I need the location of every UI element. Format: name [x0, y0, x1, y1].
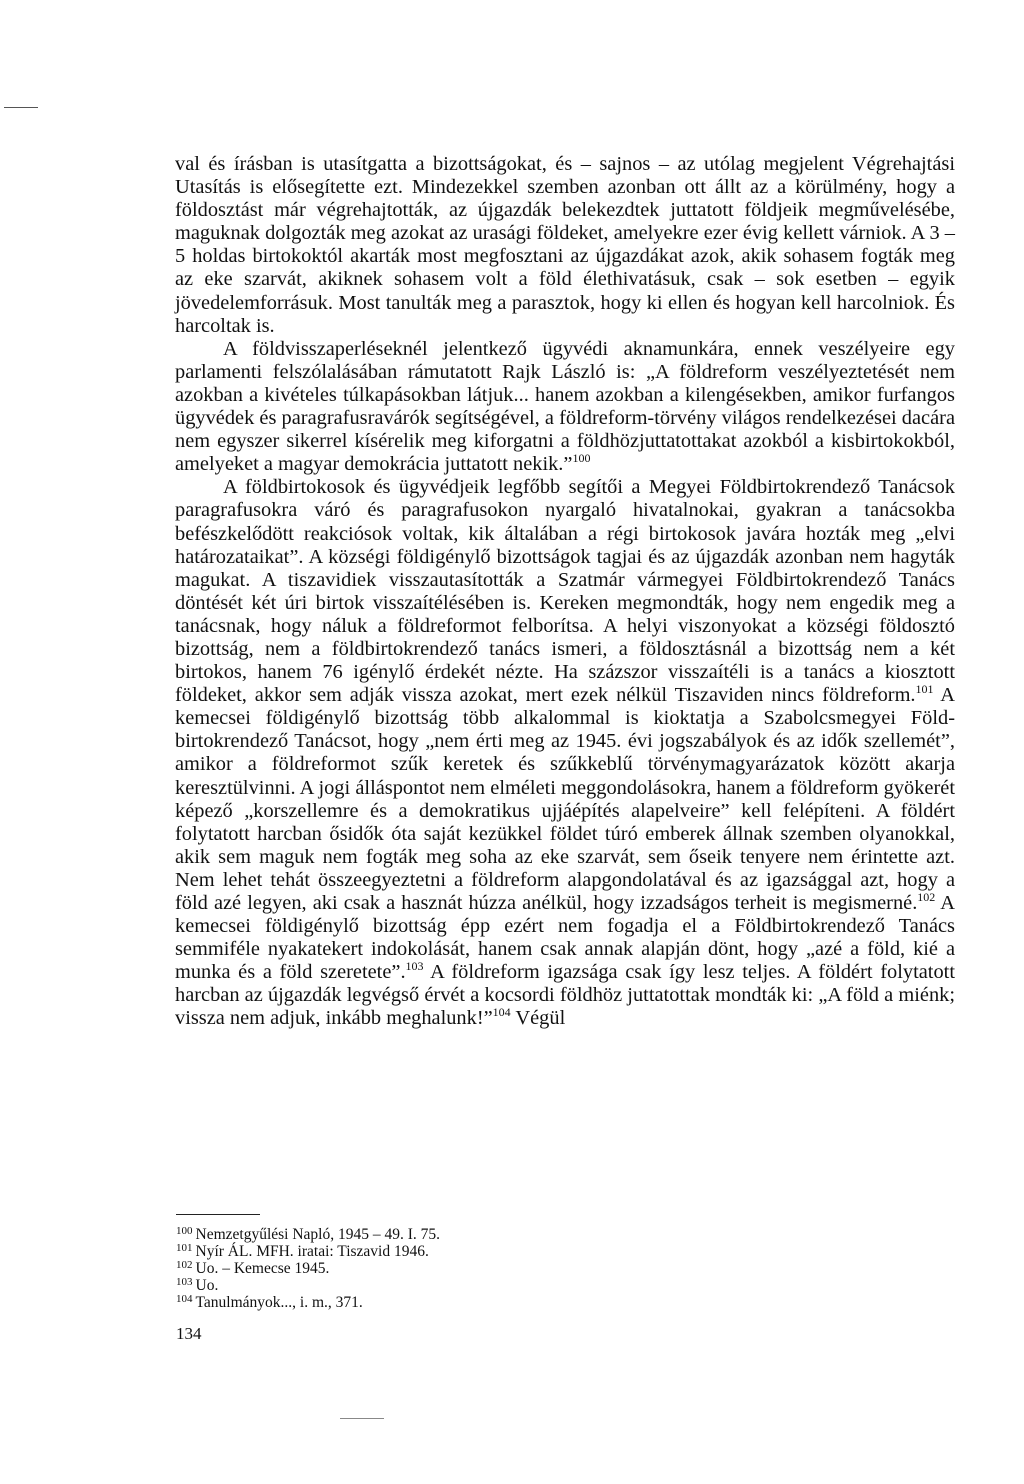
paragraph-text: A földbirtokosok és ügyvédjeik legfőbb segítői a Megyei Földbirtokrendező Tanácsok paragrafusokra váró és paragrafusokon nyargaló hivatalnokai, gyakran a tanácsokba befészkelődött reakciósok voltak, kik általában a régi birtokosok javára hozták meg „elvi határozataikat”. A községi földigénylő bizottságok tagjai és az újgazdák azonban nem hagyták magukat. A tiszavidiek visszautasították a Szatmár vármegyei Földbirtokrendező Tanács döntését két úri birtok visszaítélésében is. Kereken megmondták, hogy nem engedik meg a tanácsnak, hogy náluk a földreformot felborítsa. A helyi viszonyokat a községi földosztó bizottság, nem a földbirtokrendező tanács ismeri, a földosztásnál a bizottság nem a két birtokos, hanem 76 igénylő érdekét nézte. Ha százszor visszaítéli is a tanács a kiosztott földeket, akkor sem adják vissza azokat, mert ezek nélkül Tiszaviden nincs földreform. — [175, 476, 955, 707]
paragraph-text: A földreform igazsága csak így lesz teljes. A földért folytatott harcban az újgazdák legvégső érvét a kocsordi földhöz juttatottak mondták ki: „A föld a miénk; vissza nem adjuk, inkább meghalunk!” — [175, 961, 955, 1030]
footnote-reference: 104 — [492, 1005, 511, 1020]
paragraph-text: val és írásban is utasítgatta a bizottságokat, és – sajnos – az utólag megjelent Végrehajtási Utasítás is elősegítette ezt. Mindezekkel szemben azonban ott állt az a körülmény, hogy a földosztást már végrehajtották, az újgazdák belekezdtek juttatott földjeik megművelésébe, maguknak dolgozták meg azokat az urasági földeket, amelyekre ezer évig kellett várniok. A 3 – 5 holdas birtokoktól akarták most megfosztani az újgazdákat azok, akik sohasem fogták meg az eke szarvát, akiknek sohasem volt a föld élethivatásuk, csak – sok esetben – egyik jövedelemforrásuk. Most tanulták meg a parasztok, hogy ki ellen és hogyan kell harcolniok. És harcoltak is. — [175, 153, 955, 337]
paragraph — [175, 153, 955, 338]
footnotes — [176, 1226, 776, 1311]
paragraph — [175, 338, 955, 477]
footnote — [176, 1243, 776, 1260]
paragraph — [175, 476, 955, 1030]
paragraph-text: A földvisszaperléseknél jelentkező ügyvédi aknamunkára, ennek veszélyeire egy parlamenti felszólalásában rámutatott Rajk László is: „A földreform veszélyeztetését nem azokban a kivételes túlkapásokban látjuk... hanem azokban a kilengésekben, amikor furfangos ügyvédek és paragrafusravárók segítségével, a földreform-törvény világos rendelkezései dacára nem egyszer sikerrel kísérelik meg kiforgatni a földhözjuttatottakat azokból a kisbirtokokból, amelyeket a magyar demokrácia juttatott nekik.” — [175, 337, 955, 476]
footnote — [176, 1277, 776, 1294]
footnote-rule — [176, 1214, 260, 1215]
page-number: 134 — [176, 1324, 202, 1343]
footnote-reference: 101 — [915, 682, 934, 697]
footnote-number: 100 — [176, 1225, 193, 1237]
footnote-number: 101 — [176, 1242, 193, 1254]
footnote-reference: 100 — [572, 451, 591, 466]
paragraph-text: A kemecsei földigénylő bizottság több alkalommal is kioktatja a Szabolcsmegyei Földbirtokrendező Tanácsot, hogy „nem érti meg az 1945. évi jogszabályok és az idők szellemét”, amikor a földreformot szűk keretek és szűkkeblű törvénymagyarázatok között akarja keresztülvinni. A jogi álláspontot nem elméleti meggondolásokra, hanem a földreform gyökerét képező „korszellemre és a demokratikus ujjáépítés alapelveire” kell felépíteni. A földért folytatott harcban ősidők óta saját kezükkel földet túró emberek állnak szemben olyanokkal, akik sem maguk nem fogták meg soha az eke szarvát, sem őseik tenyere nem érintette azt. Nem lehet tehát összeegyeztetni a földreform alapgondolatával és az igazsággal azt, hogy a föld azé legyen, aki csak a hasznát húzza anélkül, hogy izzadságos terheit is megismerné. — [175, 684, 955, 914]
footnote-reference: 103 — [405, 959, 424, 974]
footnote-text: Uo. — [195, 1277, 219, 1294]
footnote-text: Nyír ÁL. MFH. iratai: Tiszavid 1946. — [195, 1243, 429, 1260]
footnote — [176, 1226, 776, 1243]
footnote — [176, 1294, 776, 1311]
footnote-number: 104 — [176, 1293, 193, 1305]
footnote-number: 102 — [176, 1259, 193, 1271]
footnote-reference: 102 — [917, 890, 936, 904]
scan-artifact-line-bottom — [340, 1418, 384, 1419]
footnote-text: Uo. – Kemecse 1945. — [195, 1260, 330, 1277]
footnote — [176, 1260, 776, 1277]
body-text — [175, 153, 955, 1031]
footnote-text: Tanulmányok..., i. m., 371. — [195, 1294, 363, 1311]
paragraph-text: Végül — [510, 1007, 566, 1030]
footnote-text: Nemzetgyűlési Napló, 1945 – 49. I. 75. — [195, 1226, 441, 1243]
scan-artifact-line — [4, 107, 38, 108]
paragraph-text: A kemecsei földigénylő bizottság épp ezért nem fogadja el a Földbirtokrendező Tanács semmiféle nyakatekert indokolását, hanem csak annak alapján dönt, hogy „azé a föld, kié a munka és a föld szeretete”. — [175, 892, 955, 984]
footnote-number: 103 — [176, 1276, 193, 1288]
